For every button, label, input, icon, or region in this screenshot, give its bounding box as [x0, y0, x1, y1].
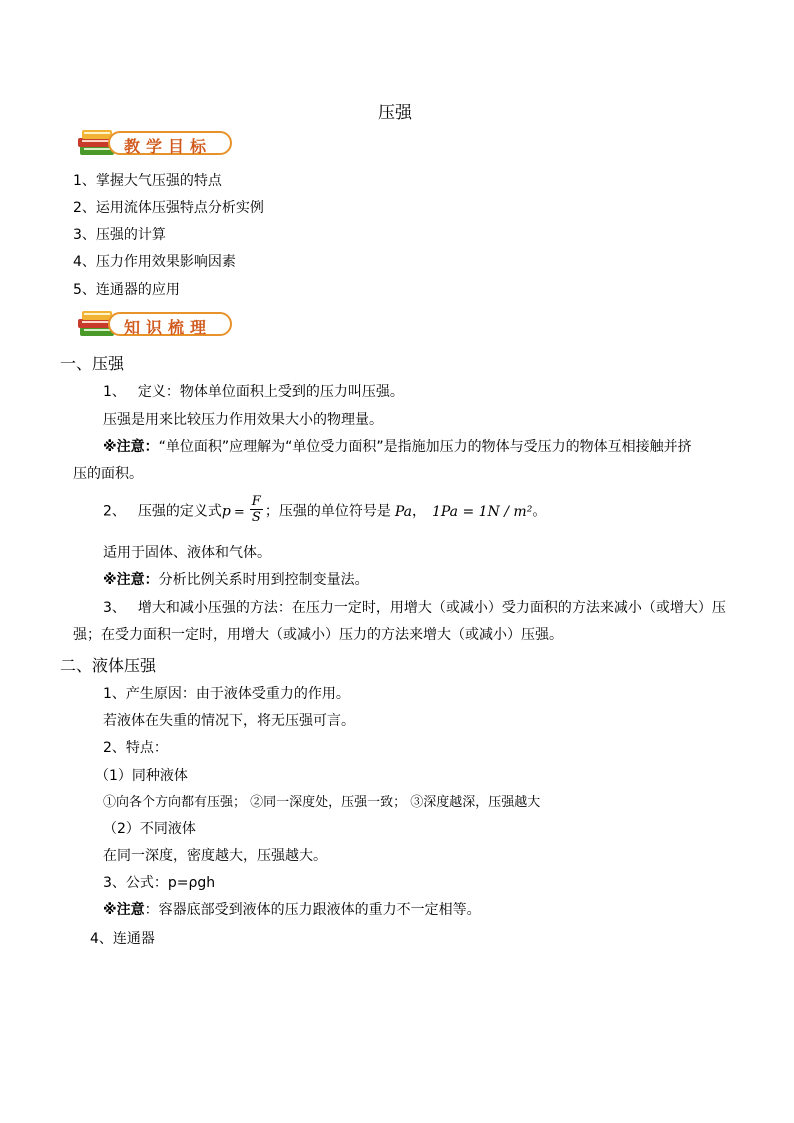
section-heading: 二、液体压强 [60, 656, 157, 675]
objective-item: 5、连通器的应用 [73, 282, 180, 298]
connector-line: 4、连通器 [90, 931, 155, 947]
formula-denominator: S [251, 510, 261, 525]
section-banner-knowledge [74, 307, 236, 341]
same-liquid-points: ①向各个方向都有压强； ②同一深度处，压强一致； ③深度越深，压强越大 [103, 795, 541, 810]
banner-title: 知识梳理 [124, 318, 213, 337]
objective-item: 1、掌握大气压强的特点 [73, 173, 222, 189]
item-number: 3、 [103, 600, 126, 616]
formula-fraction [250, 494, 263, 525]
definition-description: 压强是用来比较压力作用效果大小的物理量。 [103, 412, 383, 428]
objective-item: 2、运用流体压强特点分析实例 [73, 200, 264, 216]
method-line [103, 597, 726, 617]
note-label: ※注意 [103, 902, 145, 918]
note-text: 分析比例关系时用到控制变量法。 [158, 572, 369, 588]
cause-line: 1、产生原因：由于液体受重力的作用。 [103, 686, 350, 702]
formula-middle: ；压强的单位符号是 [264, 503, 391, 520]
features-line: 2、特点： [103, 740, 168, 756]
note-label: ※注意： [103, 572, 159, 588]
item-number: 1、 [103, 384, 126, 400]
section-banner-objectives [74, 126, 236, 160]
formula-p: p [221, 503, 231, 520]
banner-title: 教学目标 [124, 137, 213, 156]
note-line [103, 436, 692, 456]
formula-numerator: F [251, 494, 261, 509]
page-title: 压强 [378, 103, 412, 123]
unit-symbol: Pa [394, 503, 412, 520]
definition-line [103, 381, 404, 401]
period: 。 [532, 503, 547, 520]
method-continuation: 强；在受力面积一定时，用增大（或减小）压力的方法来增大（或减小）压强。 [73, 627, 563, 643]
formula-line [103, 496, 546, 527]
note-text: ：容器底部受到液体的压力跟液体的重力不一定相等。 [144, 902, 481, 918]
note-label: ※注意： [103, 439, 159, 455]
note-line [103, 899, 481, 919]
note-text: “单位面积”应理解为“单位受力面积”是指施加压力的物体与受压力的物体互相接触并挤 [158, 439, 692, 455]
different-liquid-heading: （2）不同液体 [103, 821, 196, 837]
formula-prefix: 压强的定义式 [137, 503, 222, 520]
formula-line: 3、公式：p=ρgh [103, 875, 216, 891]
definition-text: 定义：物体单位面积上受到的压力叫压强。 [137, 384, 404, 400]
different-liquid-point: 在同一深度，密度越大，压强越大。 [103, 848, 327, 864]
objective-item: 4、压力作用效果影响因素 [73, 254, 236, 270]
item-number: 2、 [103, 503, 126, 520]
objective-item: 3、压强的计算 [73, 227, 166, 243]
same-liquid-heading: （1）同种液体 [95, 768, 188, 784]
section-heading: 一、压强 [60, 354, 125, 373]
cause-note: 若液体在失重的情况下，将无压强可言。 [103, 713, 355, 729]
note-continuation: 压的面积。 [73, 466, 143, 482]
note-line [103, 569, 369, 589]
comma: ， [411, 503, 426, 520]
formula-equals: = [233, 504, 245, 520]
applies-line: 适用于固体、液体和气体。 [103, 545, 271, 561]
unit-relation: 1Pa = 1N / m² [431, 503, 533, 520]
method-text: 增大和减小压强的方法：在压力一定时，用增大（或减小）受力面积的方法来减小（或增大）压 [137, 600, 726, 616]
